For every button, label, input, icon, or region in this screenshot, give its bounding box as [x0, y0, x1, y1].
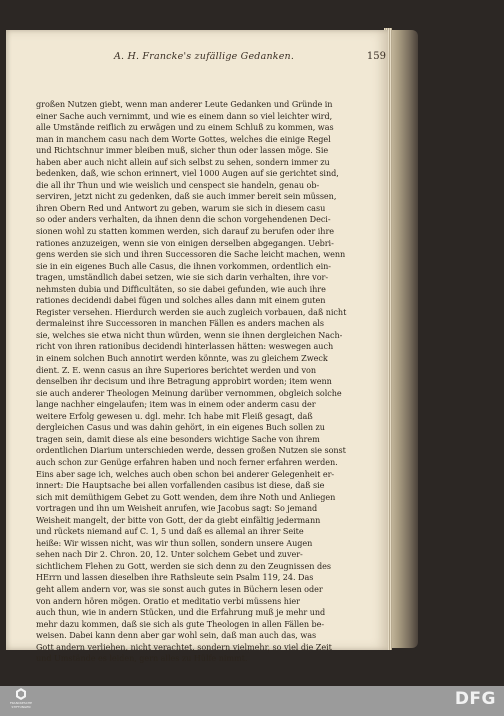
library-logo [4, 688, 38, 714]
text-line: alle Umstände reiflich zu erwägen und zu einem Schluß zu kommen, was [36, 122, 334, 133]
library-caption-line1: FRANCKESCHE [9, 701, 33, 705]
text-line: sionen wohl zu statten kommen werden, sich darauf zu berufen oder ihre [36, 226, 335, 237]
text-line: nehmsten dubia und Difficultäten, so sie dabei gefunden, wie auch ihre [36, 283, 326, 294]
text-line: bedenken, daß, wie schon erinnert, viel 1000 Augen auf sie gerichtet sind, [36, 168, 339, 179]
text-line: und rückets niemand auf C. 1, 5 und daß es allemal an ihrer Seite [36, 526, 304, 537]
text-line: so oder anders verhalten, da ihnen denn die schon vorgehendenen Deci- [36, 214, 331, 225]
text-line: sich mit demüthigem Gebet zu Gott wenden, dem ihre Noth und Anliegen [36, 491, 336, 502]
text-line: HErrn und lassen dieselben ihre Rathsleute sein Psalm 119, 24. Das [36, 572, 314, 583]
text-line: dient. Z. E. wenn casus an ihre Superiores berichtet werden und von [36, 364, 316, 375]
text-line: sie, welches sie etwa nicht thun würden, wenn sie ihnen dergleichen Nach- [36, 329, 343, 340]
library-caption-line2: STIFTUNGEN [11, 704, 31, 709]
text-line: dermaleinst ihre Successoren in manchen Fällen es anders machen als [36, 318, 324, 329]
text-line: tragen sein, damit diese als eine besonders wichtige Sache von ihrem [36, 433, 320, 444]
text-line: Eins aber sage ich, welches auch oben schon bei anderer Gelegenheit er- [36, 468, 335, 479]
text-line: richt von ihren rationibus decidendi hinterlassen hätten: weswegen auch [36, 341, 334, 352]
text-line: von andern hören mögen. Oratio et meditatio verbi müssens hier [36, 595, 300, 606]
text-line: auch schon zur Genüge erfahren haben und noch ferner erfahren werden. [36, 456, 338, 467]
text-line: geht allem andern vor, was sie sonst auch gutes in Büchern lesen oder [36, 583, 323, 594]
text-line: Gott andern verliehen, nicht verachtet, sondern vielmehr, so viel die Zeit [36, 641, 332, 652]
text-line: auch thun, wie in andern Stücken, und die Erfahrung muß je mehr und [36, 607, 326, 618]
text-line: dergleichen Casus und was dahin gehört, in ein eigenes Buch sollen zu [36, 422, 325, 433]
text-line: ordentlichen Diarium unterschieden werde, dessen großen Nutzen sie sonst [36, 445, 346, 456]
running-header [110, 51, 386, 65]
text-line: tragen, umständlich dabei setzen, wie sie sich darin verhalten, ihre vor- [36, 272, 329, 283]
text-line: sehen nach Dir 2. Chron. 20, 12. Unter solchem Gebet und zuver- [36, 549, 303, 560]
text-line: großen Nutzen giebt, wenn man anderer Leute Gedanken und Gründe in [36, 99, 333, 109]
library-emblem-icon [15, 688, 27, 700]
text-line: haben aber auch nicht allein auf sich selbst zu sehen, sondern immer zu [36, 156, 330, 167]
text-line: lange nachher eingelaufen; item was in einem oder anderm casu der [36, 399, 316, 410]
text-line: rationes decidendi dabei fügen und solches alles dann mit einem guten [36, 295, 326, 306]
text-line: weitere Erfolg gewesen u. dgl. mehr. Ich habe mit Fleiß gesagt, daß [36, 410, 313, 421]
text-line: innert: Die Hauptsache bei allen vorfallenden casibus ist diese, daß sie [36, 480, 325, 491]
text-line: ihren Obern Red und Antwort zu geben, warum sie sich in diesem casu [36, 202, 326, 213]
text-line: heiße: Wir wissen nicht, was wir thun sollen, sondern unsere Augen [36, 537, 313, 548]
text-line: denselben ihr decisum und ihre Betragung approbirt worden; item wenn [36, 376, 332, 387]
text-line: einer Sache auch vernimmt, und wie es einem dann so viel leichter wird, [36, 110, 333, 121]
text-line: die all ihr Thun und wie weislich und censpect sie handeln, genau ob- [36, 179, 320, 190]
text-line: und Richtschnur immer bleiben muß, sicher thun oder lassen möge. Sie [36, 145, 329, 156]
text-line: Weisheit mangelt, der bitte von Gott, der da giebt einfältig jedermann [36, 514, 321, 525]
text-line: vortragen und ihn um Weisheit anrufen, wie Jacobus sagt: So jemand [36, 503, 318, 514]
text-line: und Umstände es leiden, gern alles zu Hülfe nimmt. [36, 653, 248, 664]
text-line: mehr dazu kommen, daß sie sich als gute Theologen in allen Fällen be- [36, 618, 325, 629]
page-number: 159 [366, 51, 386, 62]
text-line: sichtlichem Flehen zu Gott, werden sie sich denn zu den Zeugnissen des [36, 560, 331, 571]
footer-bar [0, 686, 504, 716]
book-cover-edge [388, 30, 418, 648]
text-line: sie in ein eigenes Buch alle Casus, die ihnen vorkommen, ordentlich ein- [36, 260, 331, 271]
text-line: sie auch anderer Theologen Meinung darüber vernommen, obgleich solche [36, 387, 342, 398]
text-line: man in manchem casu nach dem Worte Gottes, welches die einige Regel [36, 133, 331, 144]
text-line: Register versehen. Hierdurch werden sie auch zugleich vorbauen, daß nicht [36, 306, 347, 317]
text-line: rationes anzuzeigen, wenn sie von einigen derselben abgegangen. Uebri- [36, 237, 334, 248]
running-title: A. H. Francke's zufällige Gedanken. [114, 51, 295, 62]
funder-logo: DFG [454, 689, 496, 709]
text-line: serviren, jetzt nicht zu gedenken, daß sie auch immer bereit sein müssen, [36, 191, 337, 202]
text-line: weisen. Dabei kann denn aber gar wohl sein, daß man auch das, was [36, 630, 317, 641]
body-text [36, 99, 380, 665]
text-line: in einem solchen Buch annotirt werden könnte, was zu gleichem Zweck [36, 353, 328, 364]
text-line: gens werden sie sich und ihren Successoren die Sache leicht machen, wenn [36, 249, 346, 260]
